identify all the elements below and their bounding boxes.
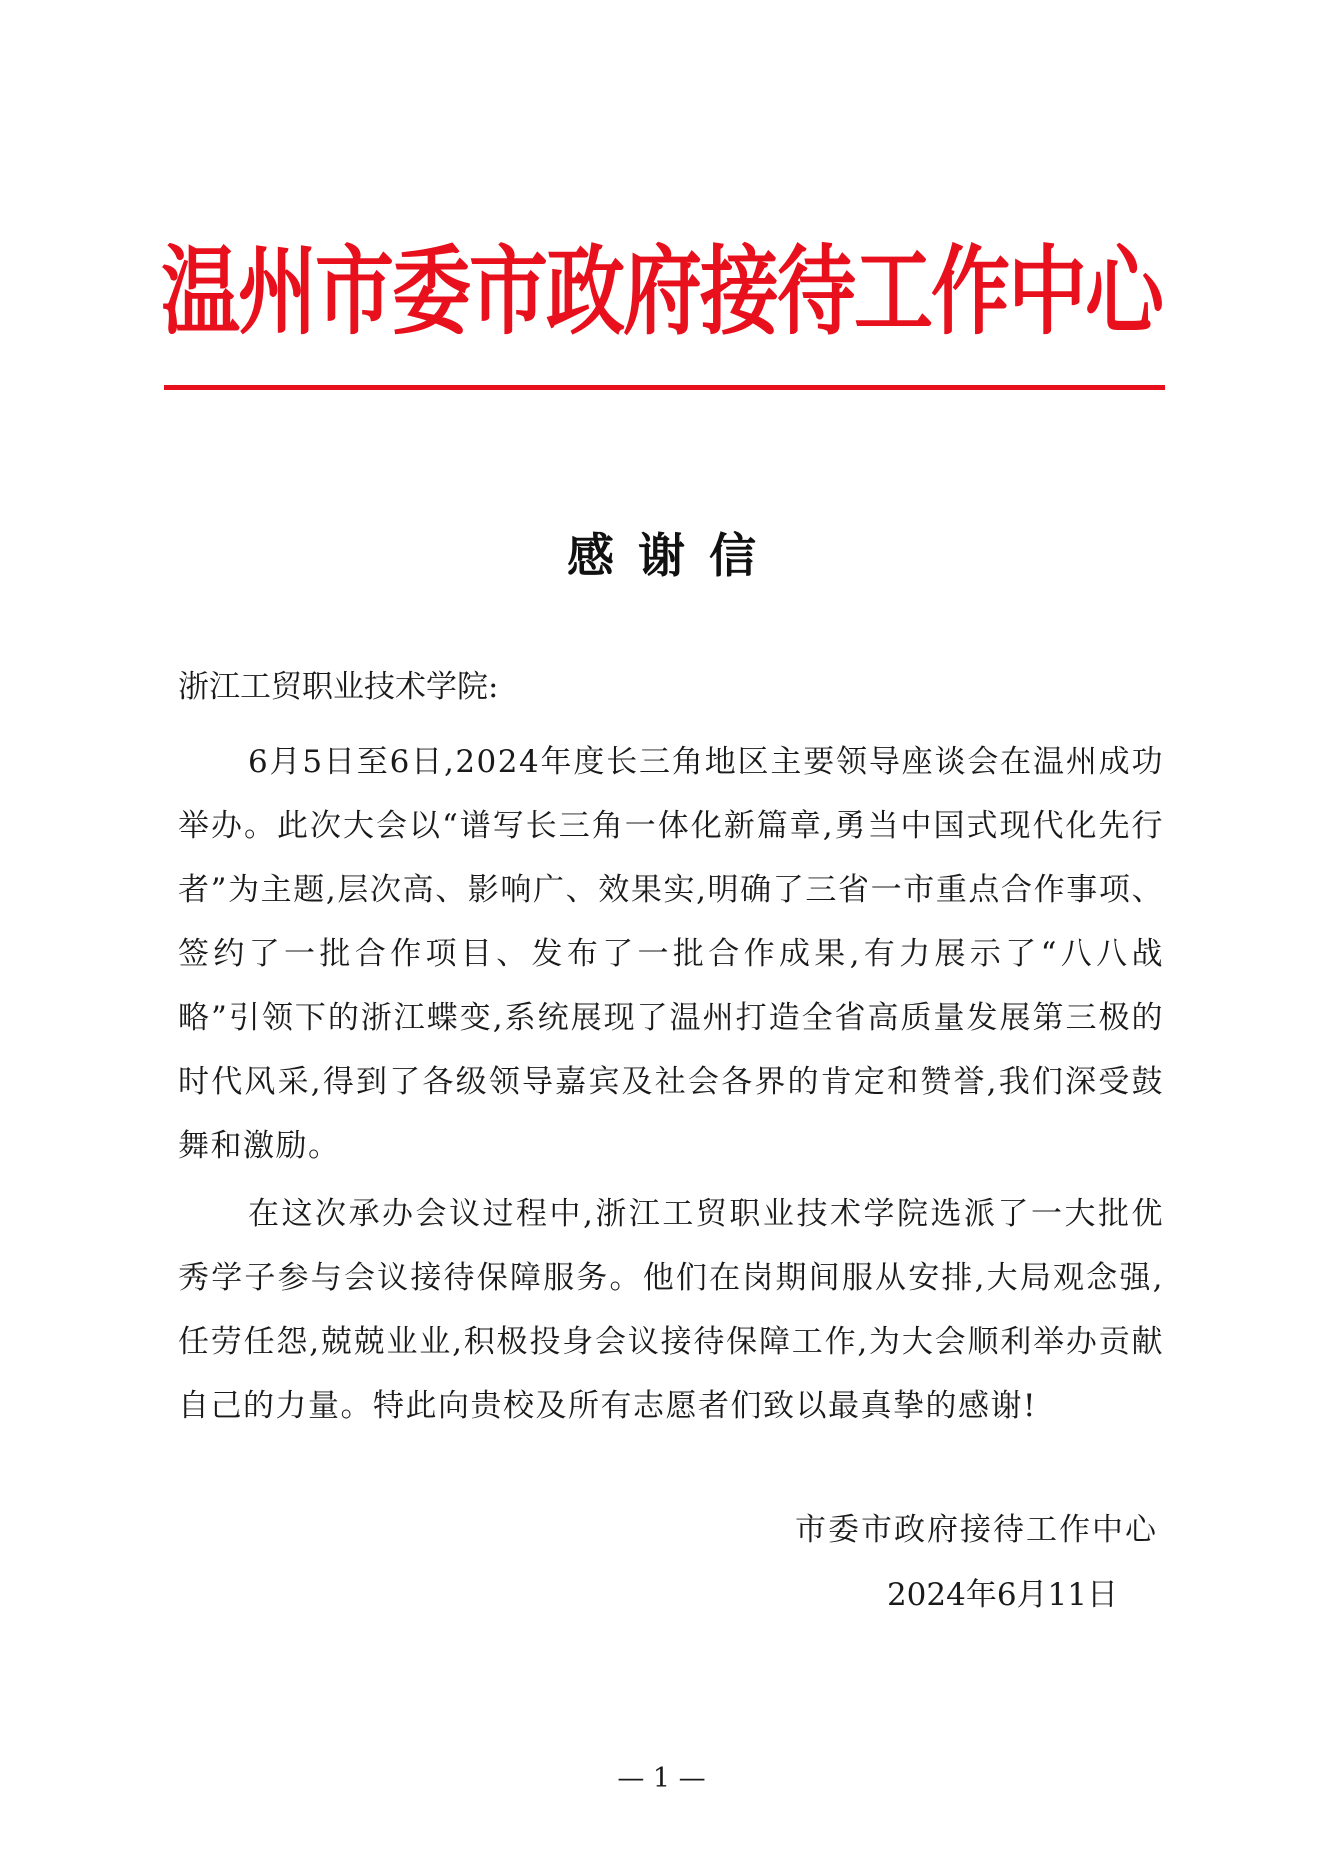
letterhead-org-name: 温州市委市政府接待工作中心 bbox=[161, 234, 1162, 349]
letter-signature: 市委市政府接待工作中心 bbox=[795, 1512, 1158, 1548]
letter-paragraph-2: 在这次承办会议过程中,浙江工贸职业技术学院选派了一大批优秀学子参与会议接待保障服务。他们在岗期间服从安排,大局观念强,任劳任怨,兢兢业业,积极投身会议接待保障工作,为大会顺利举办贡献自己的力量。特此向贵校及所有志愿者们致以最真挚的感谢! bbox=[178, 1196, 1164, 1424]
letter-date: 2024年6月11日 bbox=[886, 1577, 1118, 1613]
page-number: — 1 — bbox=[617, 1763, 706, 1794]
letter-paragraph-1: 6月5日至6日,2024年度长三角地区主要领导座谈会在温州成功举办。此次大会以“谱写长三角一体化新篇章,勇当中国式现代化先行者”为主题,层次高、影响广、效果实,明确了三省一市重点合作事项、签约了一批合作项目、发布了一批合作成果,有力展示了“八八战略”引领下的浙江蝶变,系统展现了温州打造全省高质量发展第三极的时代风采,得到了各级领导嘉宾及社会各界的肯定和赞誉,我们深受鼓舞和激励。 bbox=[178, 744, 1164, 1164]
letterhead-org-name-wrapper bbox=[160, 232, 1163, 352]
letterhead-red-rule bbox=[164, 385, 1165, 390]
letter-title: 感谢信 bbox=[567, 529, 780, 584]
letter-salutation: 浙江工贸职业技术学院: bbox=[178, 669, 499, 705]
